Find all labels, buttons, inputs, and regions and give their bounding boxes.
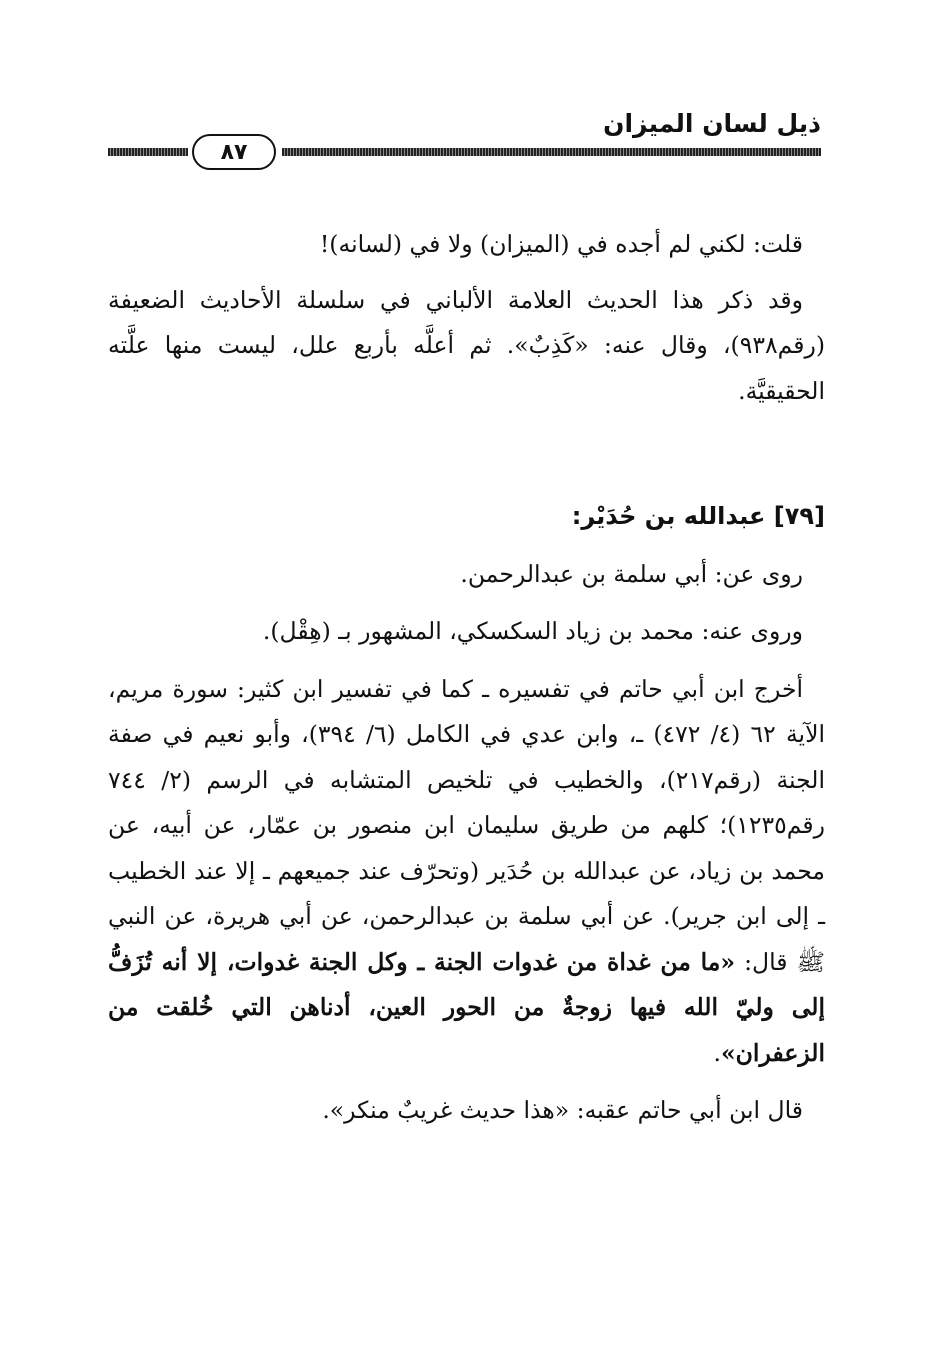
paragraph-note: قلت: لكني لم أجده في (الميزان) ولا في (لسانه)! [319,230,803,258]
takhrij-paragraph [108,667,825,1077]
hadith-text: «ما من غداة من غدوات الجنة ـ وكل الجنة غدوات، إلا أنه تُزَفُّ إلى وليّ الله فيها زوجةٌ من الحور العين، أدناهن التي خُلقت من الزعفران» [108,947,825,1067]
page-body [108,222,825,1134]
narrated-by: وروى عنه: محمد بن زياد السكسكي، المشهور بـ (هِقْل). [262,617,803,645]
page-header [0,0,933,190]
hadith-end: . [713,1038,721,1067]
entry-heading-text: [٧٩] عبدالله بن حُدَيْر: [571,502,825,530]
closing-paragraph: قال ابن أبي حاتم عقبه: «هذا حديث غريبٌ منكر». [322,1096,803,1124]
header-rule-right [282,148,821,156]
running-title: ذيل لسان الميزان [603,109,821,138]
paragraph-albani: وقد ذكر هذا الحديث العلامة الألباني في سلسلة الأحاديث الضعيفة (رقم٩٣٨)، وقال عنه: «كَذِبٌ». ثم أعلَّه بأربع علل، ليست منها علَّته الحقيقيَّة. [108,285,825,405]
narrated-from: روى عن: أبي سلمة بن عبدالرحمن. [460,559,803,588]
header-rule-left [108,148,188,156]
takhrij-text: أخرج ابن أبي حاتم في تفسيره ـ كما في تفسير ابن كثير: سورة مريم، الآية ٦٢ (٤/ ٤٧٢) ـ، وابن عدي في الكامل (٦/ ٣٩٤)، وأبو نعيم في صفة الجنة (رقم٢١٧)، والخطيب في تلخيص المتشابه في الرسم (٢/ ٧٤٤ رقم١٢٣٥)؛ كلهم من طريق سليمان ابن منصور بن عمّار، عن أبيه، عن محمد بن زياد، عن عبدالله بن حُدَير (وتحرّف عند جميعهم ـ إلا عند الخطيب ـ إلى ابن جرير). عن أبي سلمة بن عبدالرحمن، عن أبي هريرة، عن النبي ﷺ قال: [108,674,826,976]
page-number: ٨٧ [192,134,276,170]
entry-heading [108,494,825,540]
